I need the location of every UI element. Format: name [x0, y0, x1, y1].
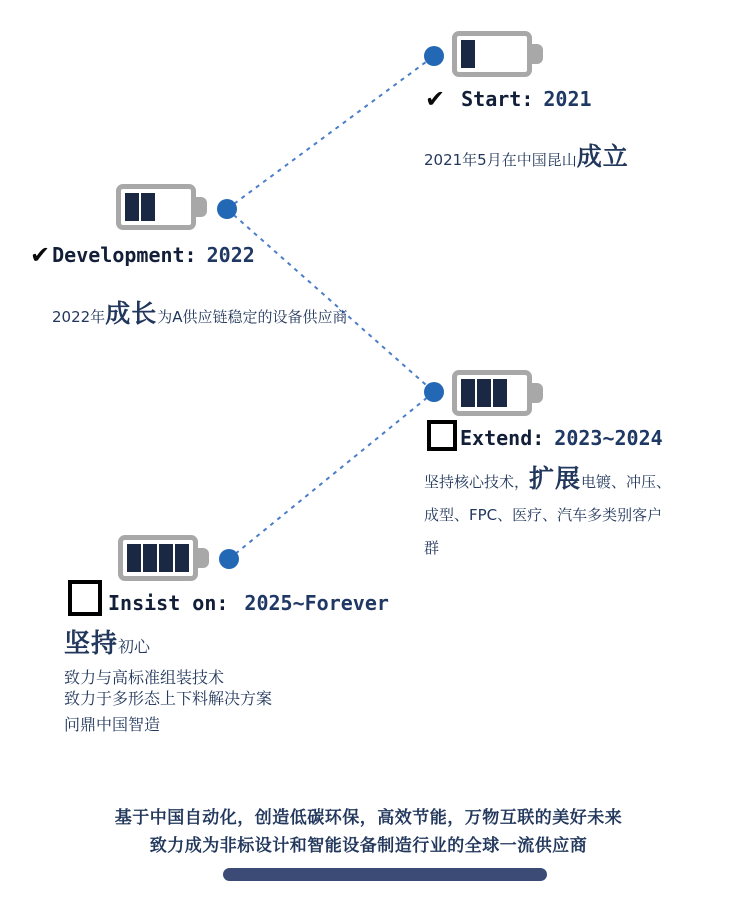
milestone-insist-label: Insist on:: [108, 591, 229, 615]
timeline-dot-extend: [424, 382, 444, 402]
milestone-extend-desc: [424, 462, 676, 565]
battery-cell: [493, 379, 507, 407]
connector-development-start: [227, 56, 434, 209]
battery-cap: [532, 383, 543, 403]
insist-line-2: 致力于多形态上下料解决方案: [64, 689, 273, 708]
battery-cell: [141, 193, 155, 221]
milestone-start-year: 2021: [543, 87, 592, 111]
desc-text: 为A供应链稳定的设备供应商: [157, 308, 348, 326]
footer-slogan-line1: 基于中国自动化，创造低碳环保，高效节能，万物互联的美好未来: [114, 808, 623, 828]
milestone-extend-label: Extend:: [460, 426, 545, 450]
checkbox-icon: [68, 580, 102, 616]
battery-cell: [127, 544, 141, 572]
milestone-extend-year: 2023~2024: [554, 426, 663, 450]
milestone-development-desc: [52, 297, 347, 334]
insist-line-3: 问鼎中国智造: [64, 715, 161, 734]
insist-sub-lines: [64, 667, 272, 735]
milestone-start-label: Start:: [461, 87, 534, 111]
checkmark-icon: ✔: [30, 241, 51, 269]
timeline-dot-development: [217, 199, 237, 219]
battery-cap: [198, 548, 209, 568]
battery-cell: [143, 544, 157, 572]
milestone-development-label: Development:: [52, 243, 197, 267]
desc-text: 初心: [118, 637, 151, 656]
battery-cell: [461, 379, 475, 407]
battery-cell: [175, 544, 189, 572]
desc-text: 2022年: [52, 308, 106, 326]
desc-text: 电镀、冲压、成型、FPC、医疗、汽车多类别客户群: [424, 473, 672, 557]
desc-emphasis: 成长: [105, 299, 158, 328]
checkbox-icon: [427, 420, 457, 451]
checkmark-icon: ✔: [425, 85, 446, 113]
battery-icon-4-cells: [118, 535, 198, 581]
desc-emphasis: 扩展: [529, 464, 582, 493]
battery-cap: [532, 44, 543, 64]
battery-cell: [125, 193, 139, 221]
battery-cap: [196, 197, 207, 217]
insist-line-1: 致力与高标准组装技术: [64, 668, 225, 687]
insist-title: [64, 627, 272, 664]
timeline-dot-start: [424, 46, 444, 66]
milestone-start-desc: [424, 140, 629, 177]
battery-cell: [477, 379, 491, 407]
battery-cell: [461, 40, 475, 68]
milestone-extend-heading: [427, 420, 663, 451]
desc-emphasis: 成立: [576, 142, 629, 171]
desc-text: 坚持核心技术，: [424, 473, 530, 491]
milestone-insist-desc: [64, 627, 272, 735]
battery-icon-2-cells: [116, 184, 196, 230]
timeline-dot-insist: [219, 549, 239, 569]
milestone-insist-year: 2025~Forever: [244, 591, 389, 615]
milestone-insist-heading: [68, 580, 389, 616]
battery-icon-3-cells: [452, 370, 532, 416]
footer-divider-bar: [223, 868, 547, 881]
desc-emphasis: 坚持: [64, 629, 119, 659]
battery-icon-1-cell: [452, 31, 532, 77]
milestone-development-heading: [30, 242, 255, 268]
desc-text: 2021年5月在中国昆山: [424, 151, 577, 169]
battery-cell: [159, 544, 173, 572]
milestone-development-year: 2022: [206, 243, 255, 267]
connector-extend-insist: [229, 392, 434, 559]
milestone-start-heading: [425, 86, 592, 112]
footer-slogan-line2: 致力成为非标设计和智能设备制造行业的全球一流供应商: [149, 836, 588, 856]
